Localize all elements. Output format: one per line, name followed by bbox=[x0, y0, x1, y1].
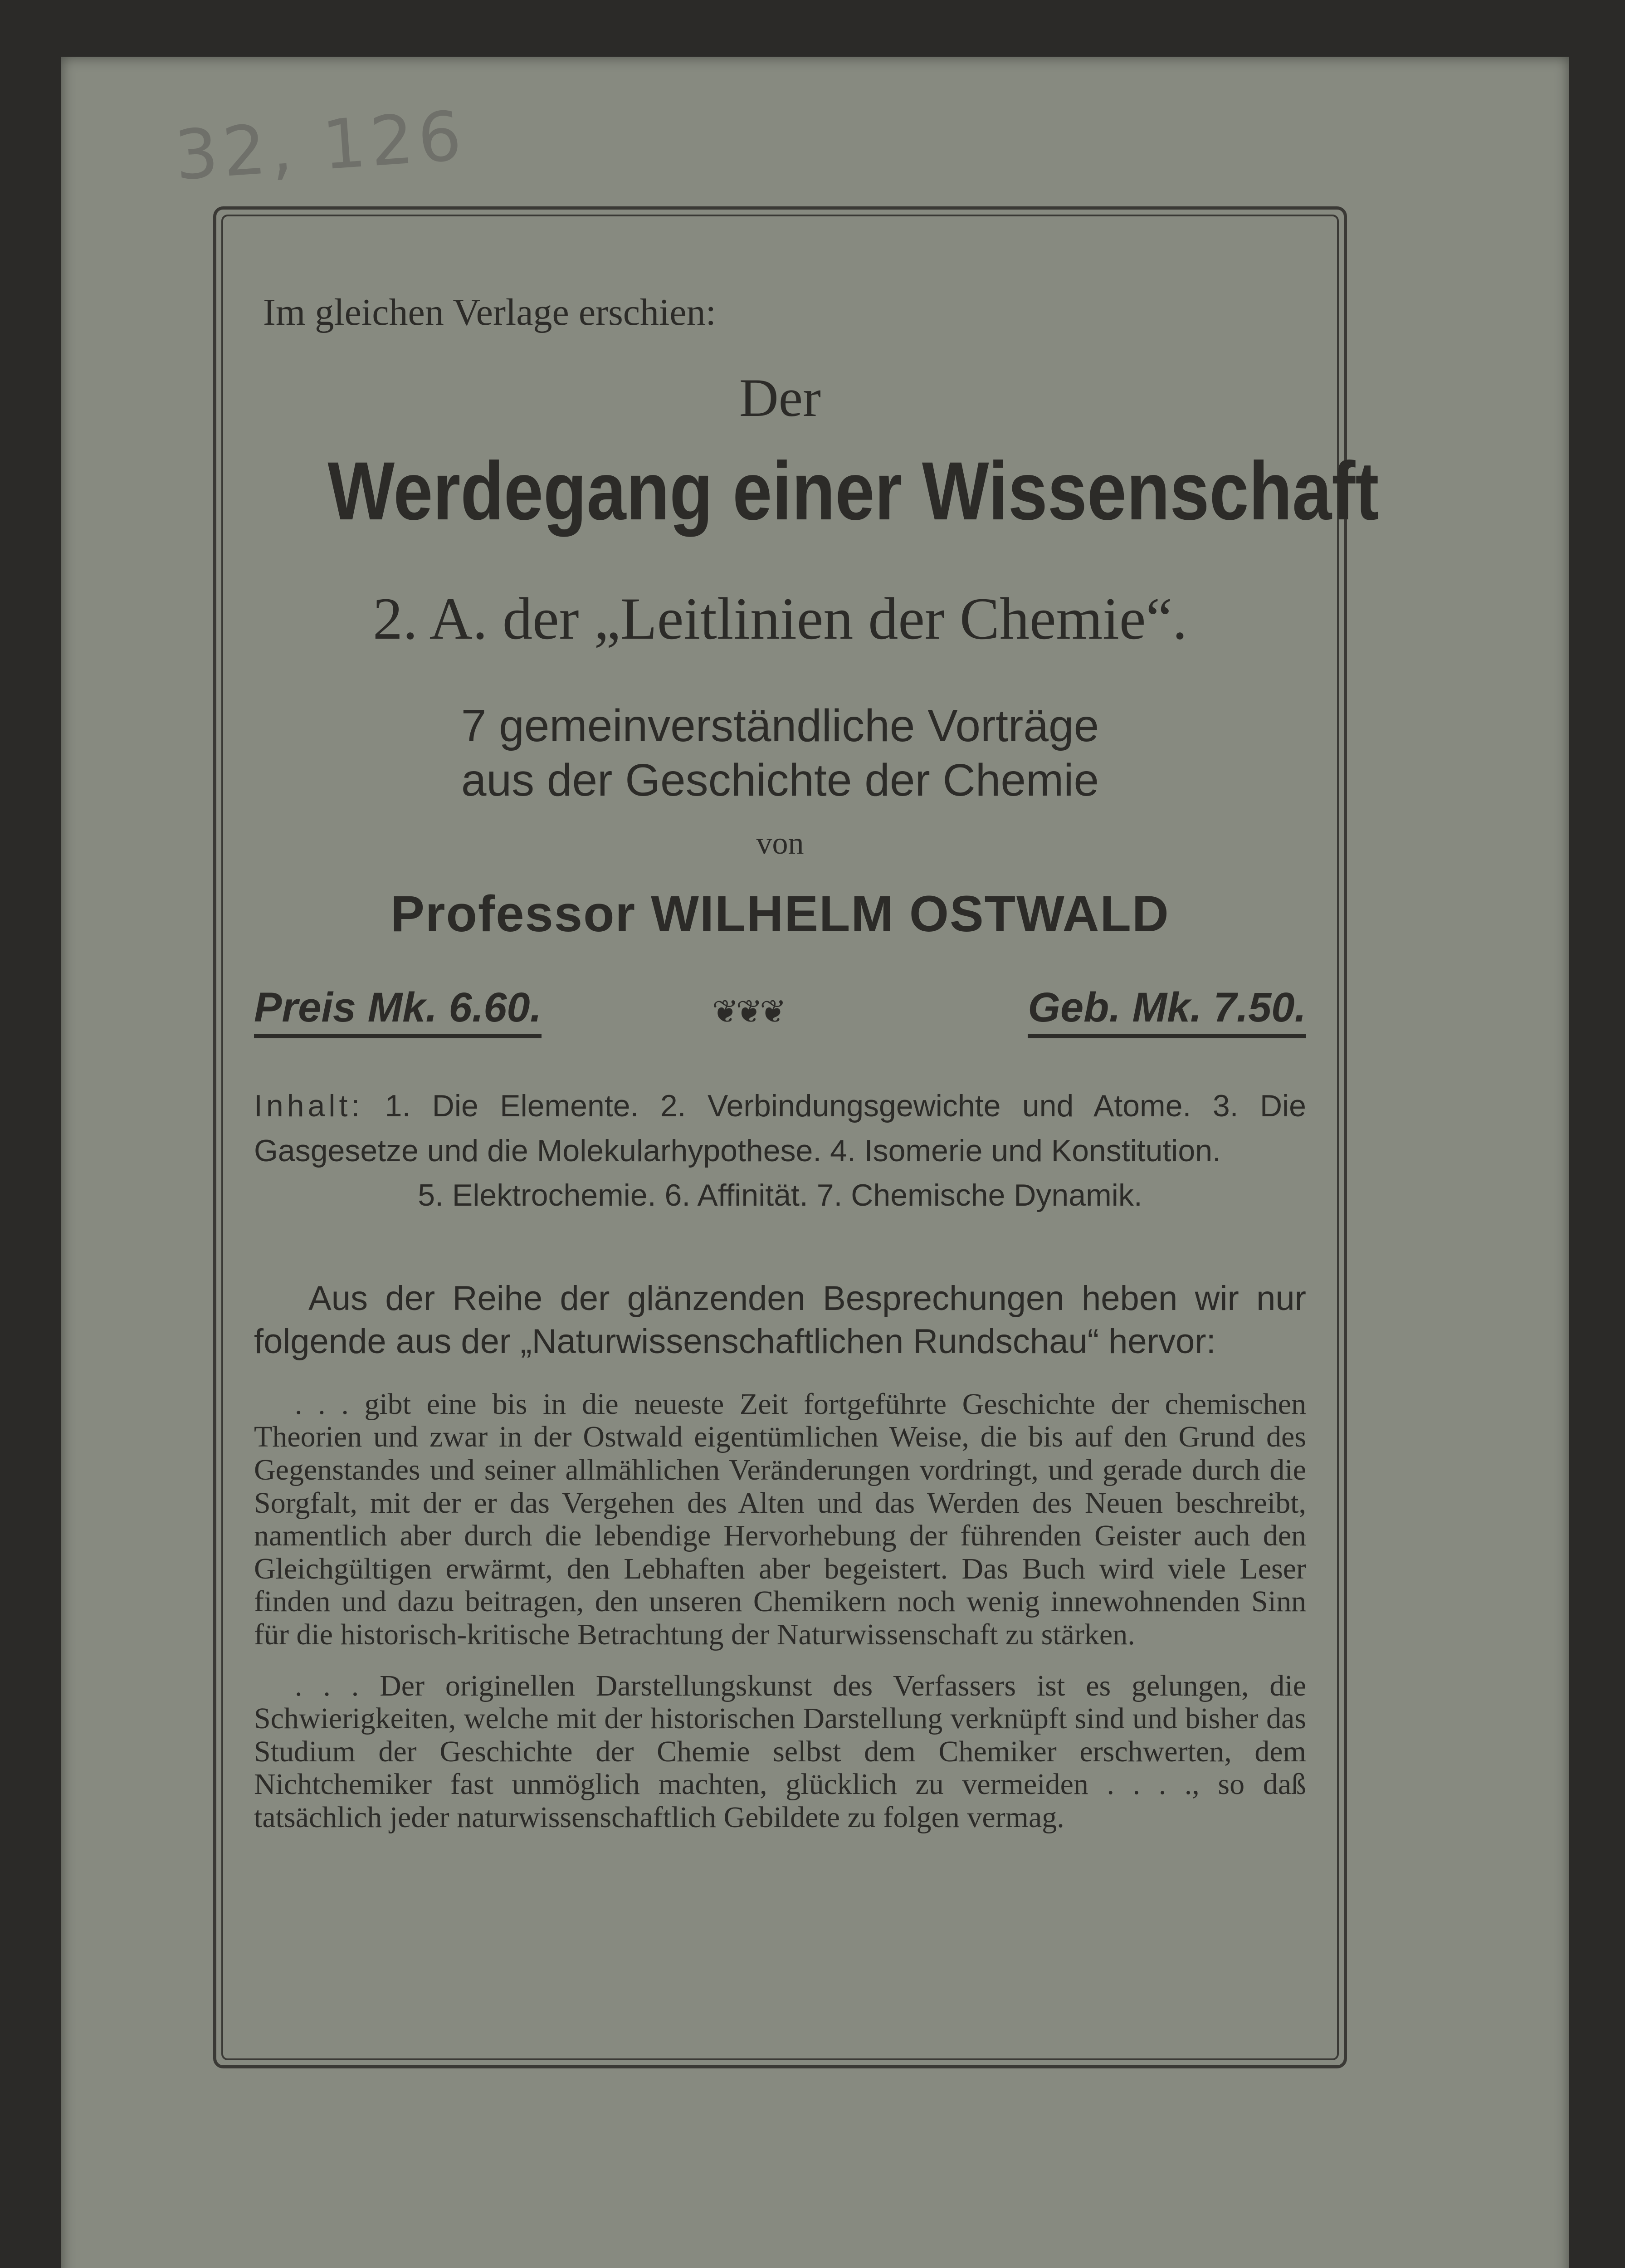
book-title: Werdegang einer Wissenschaft bbox=[327, 445, 1379, 537]
lecture-line-1: 7 gemeinverständliche Vorträge bbox=[461, 700, 1099, 752]
table-of-contents bbox=[254, 1084, 1306, 1218]
author-name: Professor WILHELM OSTWALD bbox=[390, 885, 1170, 943]
reviews-intro: Aus der Reihe der glänzenden Besprechungen heben wir nur folgende aus der „Naturwissenschaftlichen Rundschau“ hervor: bbox=[254, 1279, 1306, 1361]
price-paperback: Preis Mk. 6.60. bbox=[254, 984, 542, 1038]
price-row bbox=[254, 984, 1306, 1047]
contents-text: 1. Die Elemente. 2. Verbindungsgewichte und Atome. 3. Die Gasgesetze und die Molekularhypothese. 4. Isomerie und Konstitution. bbox=[254, 1089, 1306, 1168]
title-prefix: Der bbox=[739, 367, 821, 428]
review-quote-2: . . . Der originellen Darstellungskunst des Verfassers ist es gelungen, die Schwierigkeiten, welche mit der historischen Darstellung verknüpft sind und bisher das Studium der Geschichte der Chemie selbst dem Chemiker erschwerten, dem Nichtchemiker fast unmöglich machten, glücklich zu vermeiden . . . ., so daß tatsächlich jeder naturwissenschaftlich Gebildete zu folgen vermag. bbox=[254, 1669, 1306, 1834]
lecture-line-2: aus der Geschichte der Chemie bbox=[461, 755, 1099, 806]
review-quote-1: . . . gibt eine bis in die neueste Zeit fortgeführte Geschichte der chemischen Theorien und zwar in der Ostwald eigentümlichen Weise, die bis auf den Grund des Gegenstandes und seiner allmählichen Veränderungen vordringt, und gerade durch die Sorgfalt, mit der er das Vergehen des Alten und das Werden des Neuen beschreibt, namentlich aber durch die lebendige Hervorhebung der führenden Geister auch den Gleichgültigen erwärmt, den Lebhaften aber begeistert. Das Buch wird viele Leser finden und dazu beitragen, den unseren Chemikern noch wenig innewohnenden Sinn für die historisch-kritische Betrachtung der Naturwissenschaft zu stärken. bbox=[254, 1387, 1306, 1652]
by-label: von bbox=[756, 826, 804, 861]
contents-last-line: 5. Elektrochemie. 6. Affinität. 7. Chemische Dynamik. bbox=[418, 1178, 1142, 1213]
advertisement-content bbox=[254, 290, 1379, 1834]
edition-subtitle: 2. A. der „Leitlinien der Chemie“. bbox=[372, 585, 1188, 652]
lecture-description bbox=[254, 699, 1306, 807]
publisher-intro: Im gleichen Verlage erschien: bbox=[263, 291, 717, 333]
ornament-icon: ❦❦❦ bbox=[712, 995, 784, 1030]
price-bound: Geb. Mk. 7.50. bbox=[1028, 984, 1306, 1038]
contents-label: Inhalt: bbox=[254, 1089, 364, 1124]
pencil-annotation: 32, 126 bbox=[172, 96, 468, 196]
